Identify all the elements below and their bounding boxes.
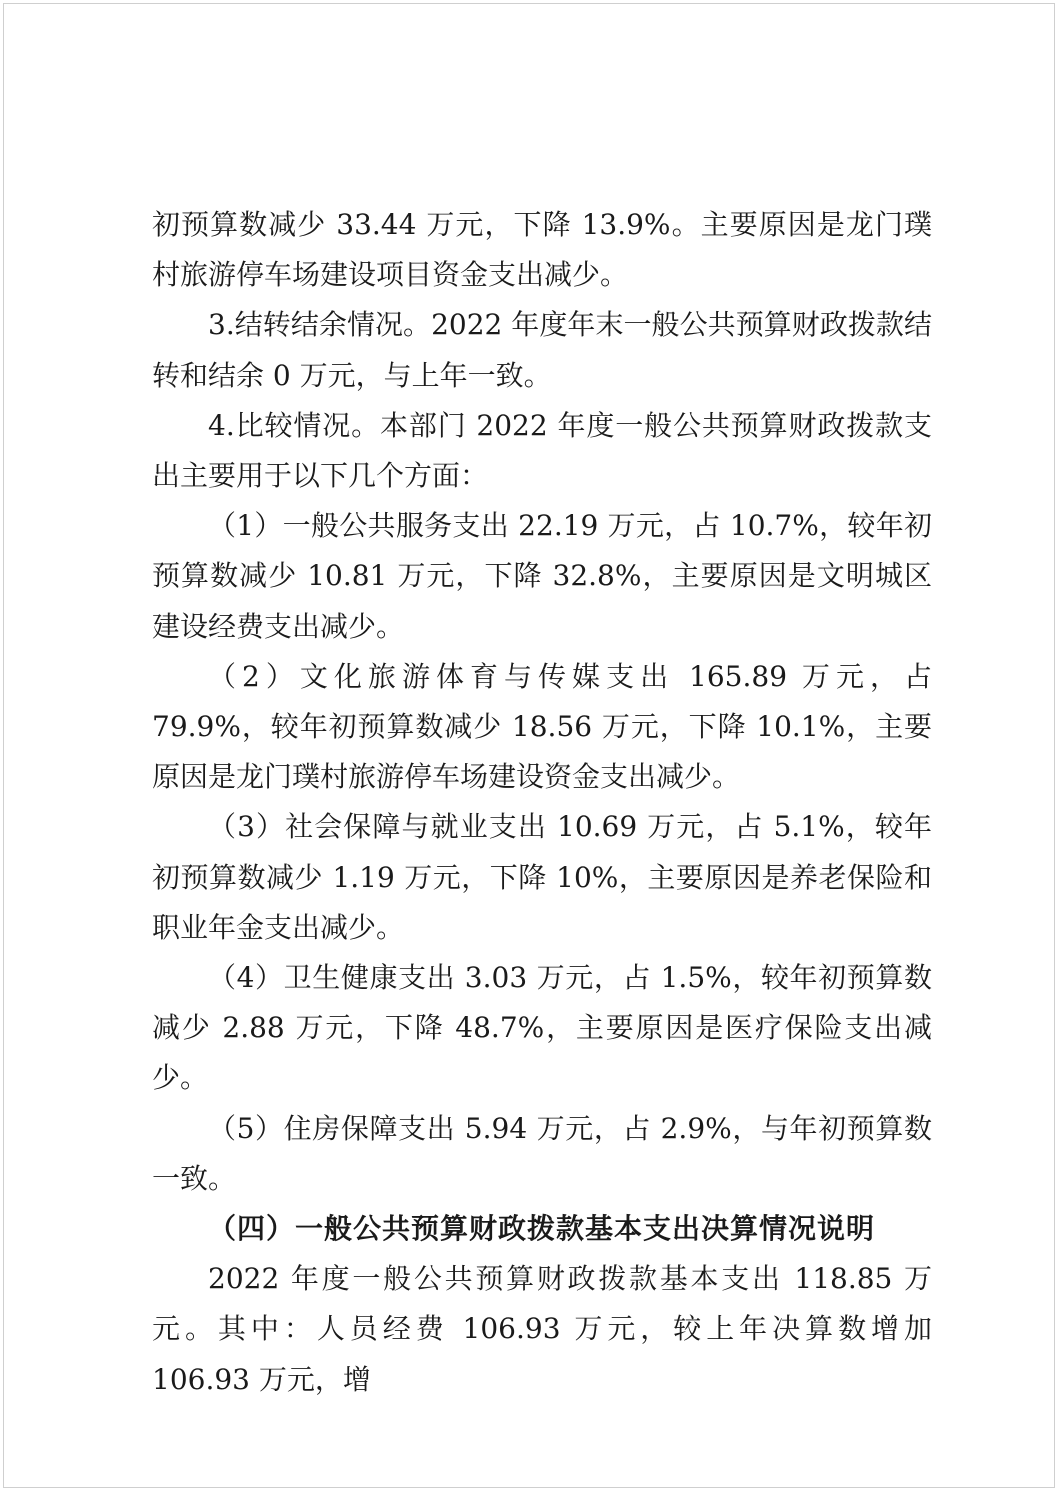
paragraph-item-4: （4）卫生健康支出 3.03 万元，占 1.5%，较年初预算数减少 2.88 万元，下降 48.7%，主要原因是医疗保险支出减少。 [152, 961, 932, 1095]
paragraph-item-1: （1）一般公共服务支出 22.19 万元，占 10.7%，较年初预算数减少 10.81 万元，下降 32.8%，主要原因是文明城区建设经费支出减少。 [152, 509, 932, 643]
document-page [3, 3, 1055, 1488]
paragraph-carryover-balance: 3.结转结余情况。2022 年度年末一般公共预算财政拨款结转和结余 0 万元，与上年一致。 [152, 308, 932, 392]
paragraph-comparison: 4.比较情况。本部门 2022 年度一般公共预算财政拨款支出主要用于以下几个方面： [152, 408, 932, 493]
paragraph-continuation: 初预算数减少 33.44 万元，下降 13.9%。主要原因是龙门璞村旅游停车场建设项目资金支出减少。 [152, 208, 932, 292]
paragraph-item-2: （2）文化旅游体育与传媒支出 165.89 万元，占 79.9%，较年初预算数减少 18.56 万元，下降 10.1%，主要原因是龙门璞村旅游停车场建设资金支出减少。 [152, 659, 932, 794]
paragraph-item-3: （3）社会保障与就业支出 10.69 万元，占 5.1%，较年初预算数减少 1.19 万元，下降 10%，主要原因是养老保险和职业年金支出减少。 [152, 810, 932, 944]
paragraph-item-5: （5）住房保障支出 5.94 万元，占 2.9%，与年初预算数一致。 [152, 1111, 932, 1195]
paragraph-basic-expenditure: 2022 年度一般公共预算财政拨款基本支出 118.85 万元。其中：人员经费 106.93 万元，较上年决算数增加 106.93 万元，增 [152, 1262, 932, 1396]
section-heading: （四）一般公共预算财政拨款基本支出决算情况说明 [208, 1212, 876, 1246]
document-body [152, 200, 932, 1405]
